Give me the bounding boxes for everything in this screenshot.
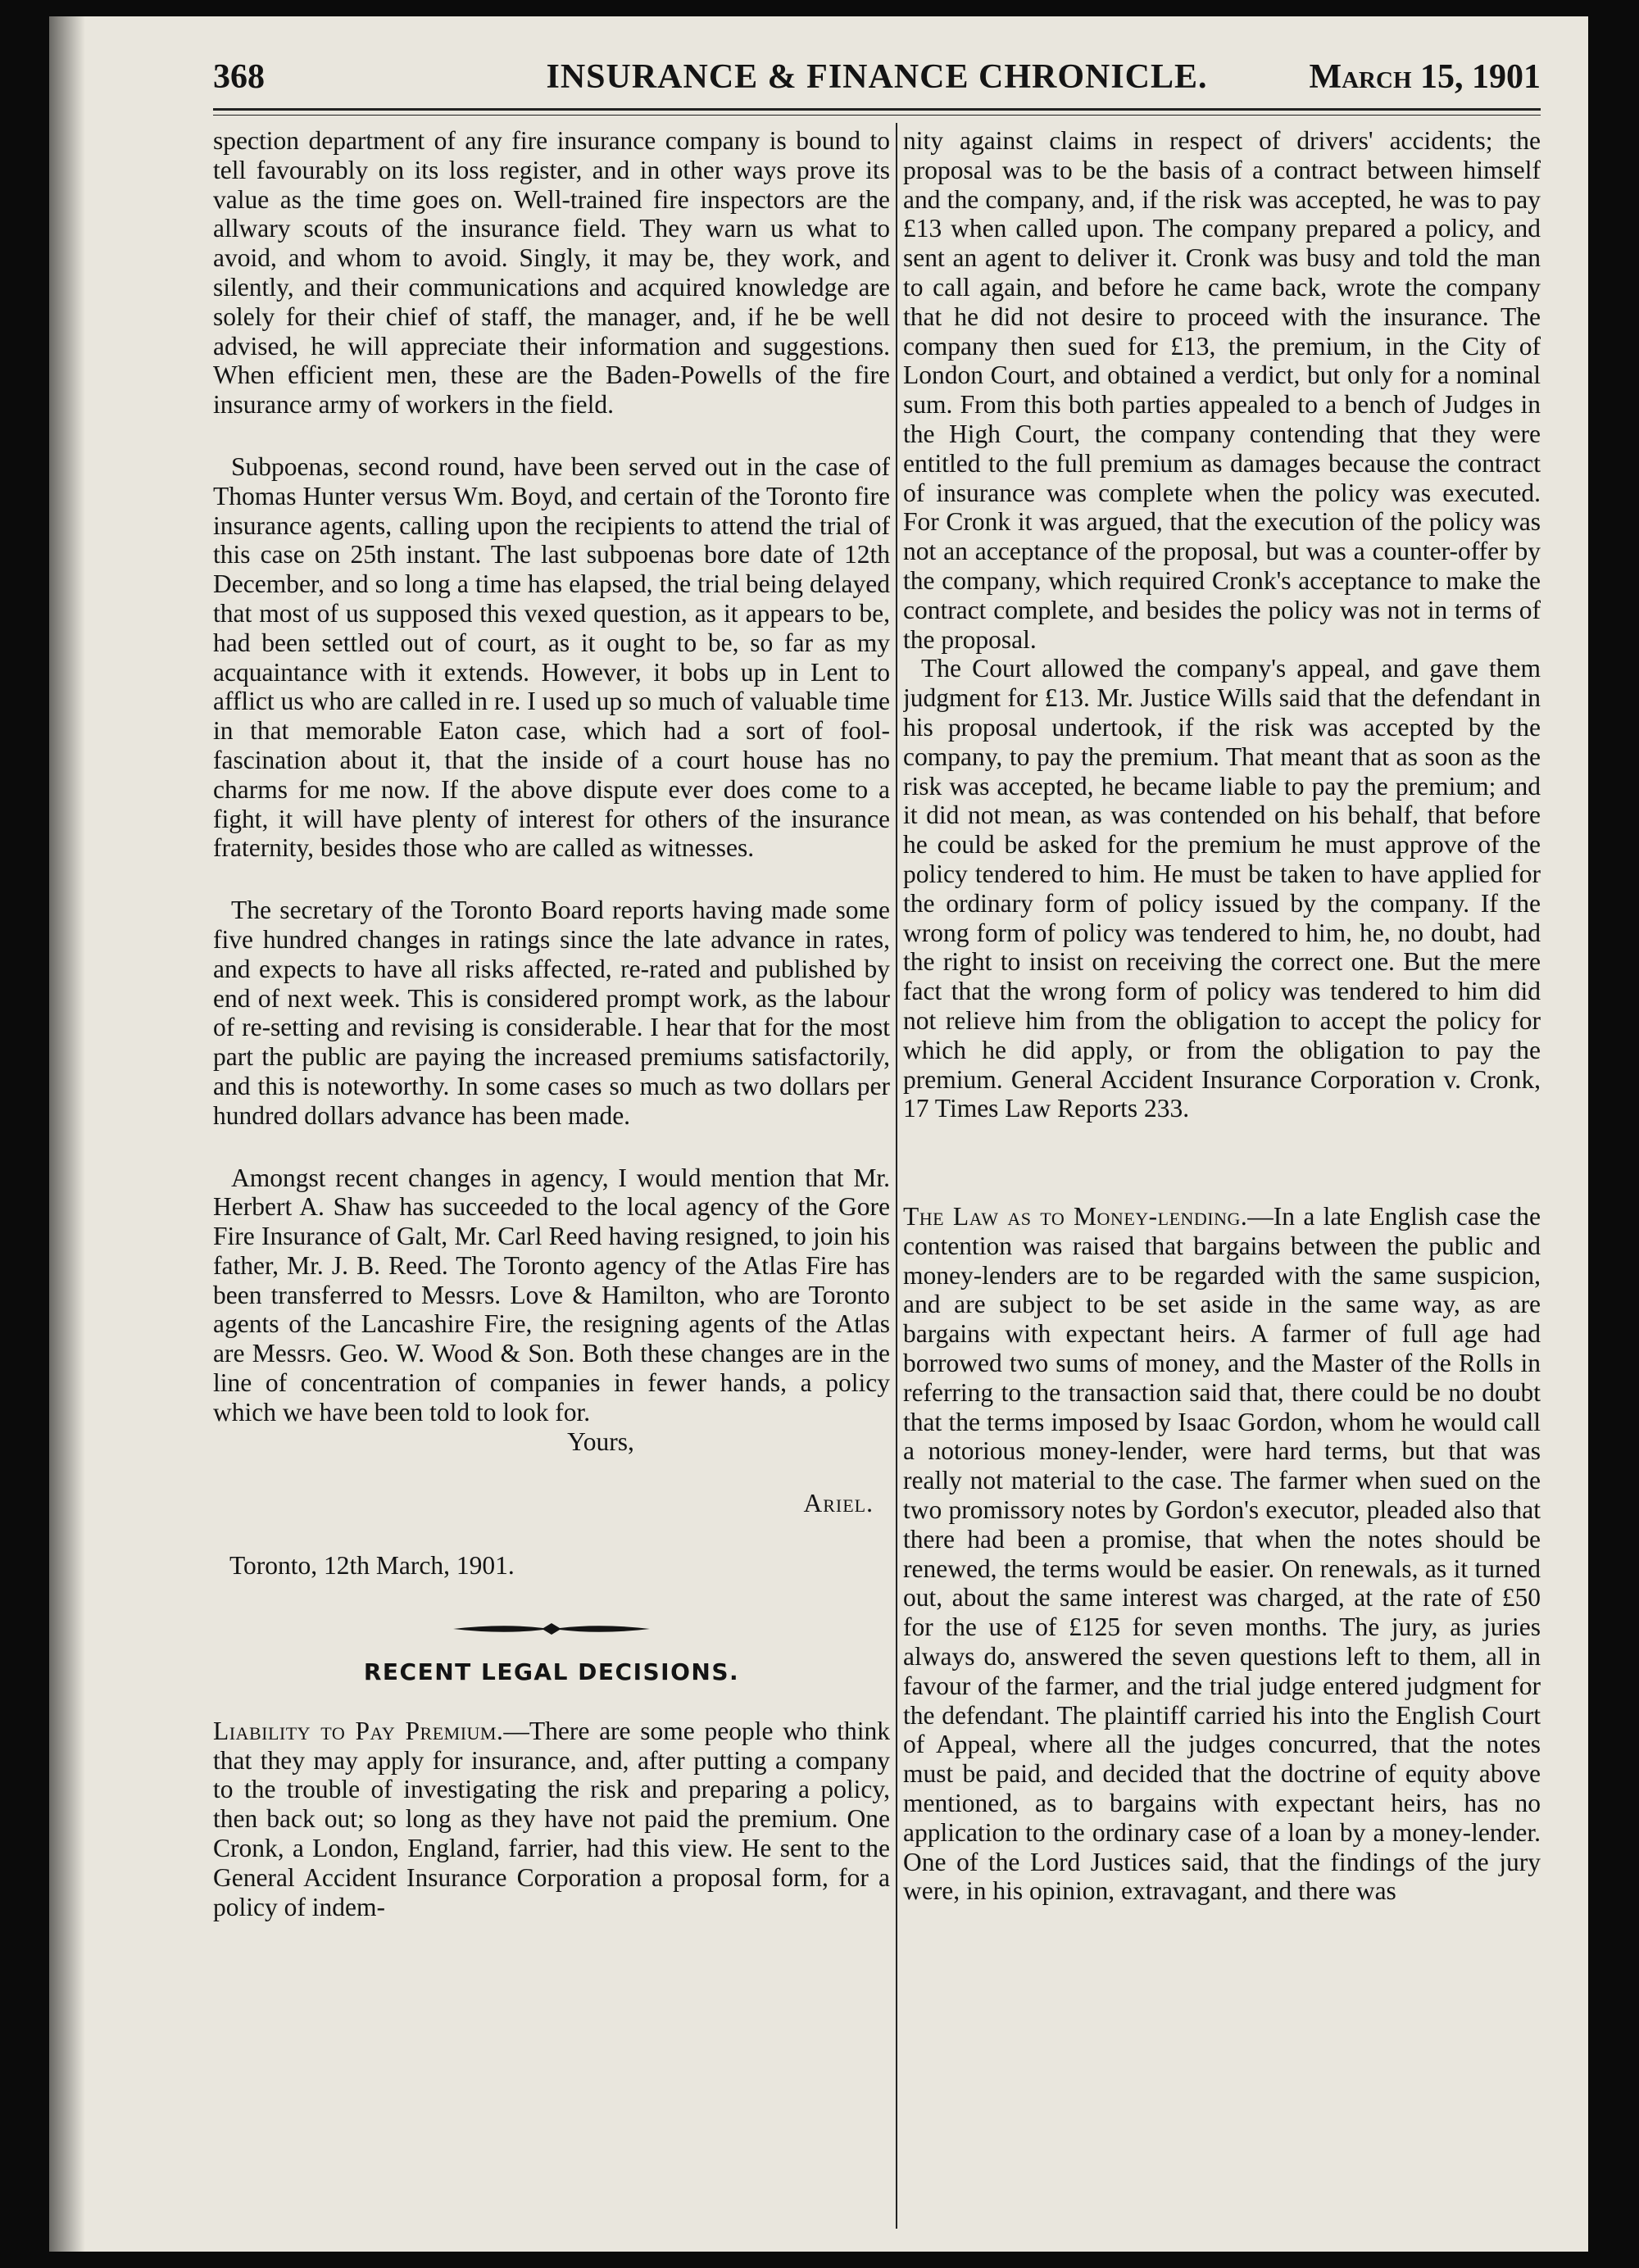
binding-shadow [49,16,85,2252]
spacer [903,1156,1541,1202]
paragraph-text: —There are some people who think that they may apply for insurance, and, after putting a company to the trouble of investigating the risk and preparing a policy, then back out; so long as they have not paid the premium. One Cronk, a London, England, farrier, had this view. He sent to the General Accident Insurance Corporation a proposal form, for a policy of indem- [213,1716,890,1921]
publication-title: INSURANCE & FINANCE CHRONICLE. [546,58,1208,96]
page-number: 368 [213,58,265,96]
ornament-divider [445,1618,658,1640]
header-rule-thin [213,115,1541,116]
paragraph: The Court allowed the company's appeal, and gave them judgment for £13. Mr. Justice Wills said that the defendant in his proposal undertook, if the risk was accepted by the company, to pay the premium. That meant that as soon as the risk was accepted, he became liable to pay the premium; and it did not mean, as was contended on his behalf, that before he could be asked for the premium he must approve of the policy tendered to him. He must be taken to have applied for the ordinary form of policy issued by the company. If the wrong form of policy was tendered to him, he, no doubt, had the right to insist on receiving the correct one. But the mere fact that the wrong form of policy was tendered to him did not relieve him from the obligation to accept the policy for which he did apply, or from the obligation to pay the premium. General Accident Insurance Corporation v. Cronk, 17 Times Law Reports 233. [903,654,1541,1123]
column-divider [896,123,897,2229]
journal-page [49,16,1588,2252]
paragraph: Amongst recent changes in agency, I would mention that Mr. Herbert A. Shaw has succeeded to the local agency of the Gore Fire Insurance of Galt, Mr. Carl Reed having resigned, to join his father, Mr. J. B. Reed. The Toronto agency of the Atlas Fire has been transferred to Messrs. Love & Hamilton, who are Toronto agents of the Lancashire Fire, the resigning agents of the Atlas are Messrs. Geo. W. Wood & Son. Both these changes are in the line of concentration of companies in fewer hands, a policy which we have been told to look for. [213,1163,890,1427]
paragraph [903,1202,1541,1906]
run-in-heading: The Law as to Money-lending. [903,1202,1248,1232]
closing-salutation: Yours, [567,1427,634,1456]
paragraph: spection department of any fire insurance company is bound to tell favourably on its loss register, and in other ways prove its value as the time goes on. Well-trained fire inspectors are the allwary scouts of the insurance field. They warn us what to avoid, and whom to avoid. Singly, it may be, they work, and silently, and their communications and acquired knowledge are solely for their chief of staff, the manager, and, if he be well advised, he will appreciate their information and suggestions. When efficient men, these are the Baden-Powells of the fire insurance army of workers in the field. [213,126,890,420]
section-heading: RECENT LEGAL DECISIONS. [363,1658,740,1686]
paragraph: nity against claims in respect of drivers' accidents; the proposal was to be the basis of a contract between himself and the company, and, if the risk was accepted, he was to pay £13 when called upon. The company prepared a policy, and sent an agent to deliver it. Cronk was busy and told the man to call again, and before he came back, wrote the company that he did not desire to proceed with the insurance. The company then sued for £13, the premium, in the City of London Court, and obtained a verdict, but only for a nominal sum. From this both parties appealed to a bench of Judges in the High Court, the company contending that they were entitled to the full premium as damages because the contract of insurance was complete when the policy was executed. For Cronk it was argued, that the execution of the policy was not an acceptance of the proposal, but was a counter-offer by the company, which required Cronk's acceptance to make the contract complete, and besides the policy was not in terms of the proposal. [903,126,1541,654]
paragraph: Subpoenas, second round, have been served out in the case of Thomas Hunter versus Wm. Boyd, and certain of the Toronto fire insurance agents, calling upon the recipients to attend the trial of this case on 25th instant. The last subpoenas bore date of 12th December, and so long a time has elapsed, the trial being delayed that most of us supposed this vexed question, as it appears to be, had been settled out of court, as it ought to be, so far as my acquaintance with it extends. However, it bobs up in Lent to afflict us who are called in re. I used up so much of valuable time in that memorable Eaton case, which had a sort of fool-fascination about it, that the inside of a court house has no charms for me now. If the above dispute ever does come to a fight, it will have plenty of interest for others of the insurance fraternity, besides those who are called as witnesses. [213,451,890,863]
right-column [903,126,1541,2224]
signature: Ariel. [803,1489,874,1518]
run-in-heading: Liability to Pay Premium. [213,1716,504,1745]
paragraph [213,1717,890,1922]
page-header [213,51,1541,110]
issue-date: March 15, 1901 [1309,58,1541,96]
paragraph: The secretary of the Toronto Board reports having made some five hundred changes in ratings since the late advance in rates, and expects to have all risks affected, re-rated and published by end of next week. This is considered prompt work, as the labour of re-setting and revising is considerable. I hear that for the most part the public are paying the increased premiums satisfactorily, and this is noteworthy. In some cases so much as two dollars per hundred dollars advance has been made. [213,896,890,1130]
header-rule [213,108,1541,111]
paragraph-text: —In a late English case the contention was raised that bargains between the public and money-lenders are to be regarded with the same suspicion, and are subject to be set aside in the same way, as are bargains with expectant heirs. A farmer of full age had borrowed two sums of money, and the Master of the Rolls in referring to the transaction said that, there could be no doubt that the terms imposed by Isaac Gordon, whom he would call a notorious money-lender, were hard terms, but that was really not material to the case. The farmer when sued on the two promissory notes by Gordon's executor, pleaded also that there had been a promise, that when the notes should be renewed, the terms would be easier. On renewals, as it turned out, about the same interest was charged, at the rate of £50 for the use of £125 for seven months. The jury, as juries always do, answered the seven questions left to them, all in favour of the farmer, and the trial judge entered judgment for the defendant. The plaintiff carried his into the English Court of Appeal, where all the judges concurred, that the notes must be paid, and decided that the doctrine of equity above mentioned, as to bargains with expectant heirs, has no application to the ordinary case of a loan by a money-lender. One of the Lord Justices said, that the findings of the jury were, in his opinion, extravagant, and there was [903,1202,1541,1906]
left-column [213,126,890,2224]
dateline: Toronto, 12th March, 1901. [229,1551,515,1581]
